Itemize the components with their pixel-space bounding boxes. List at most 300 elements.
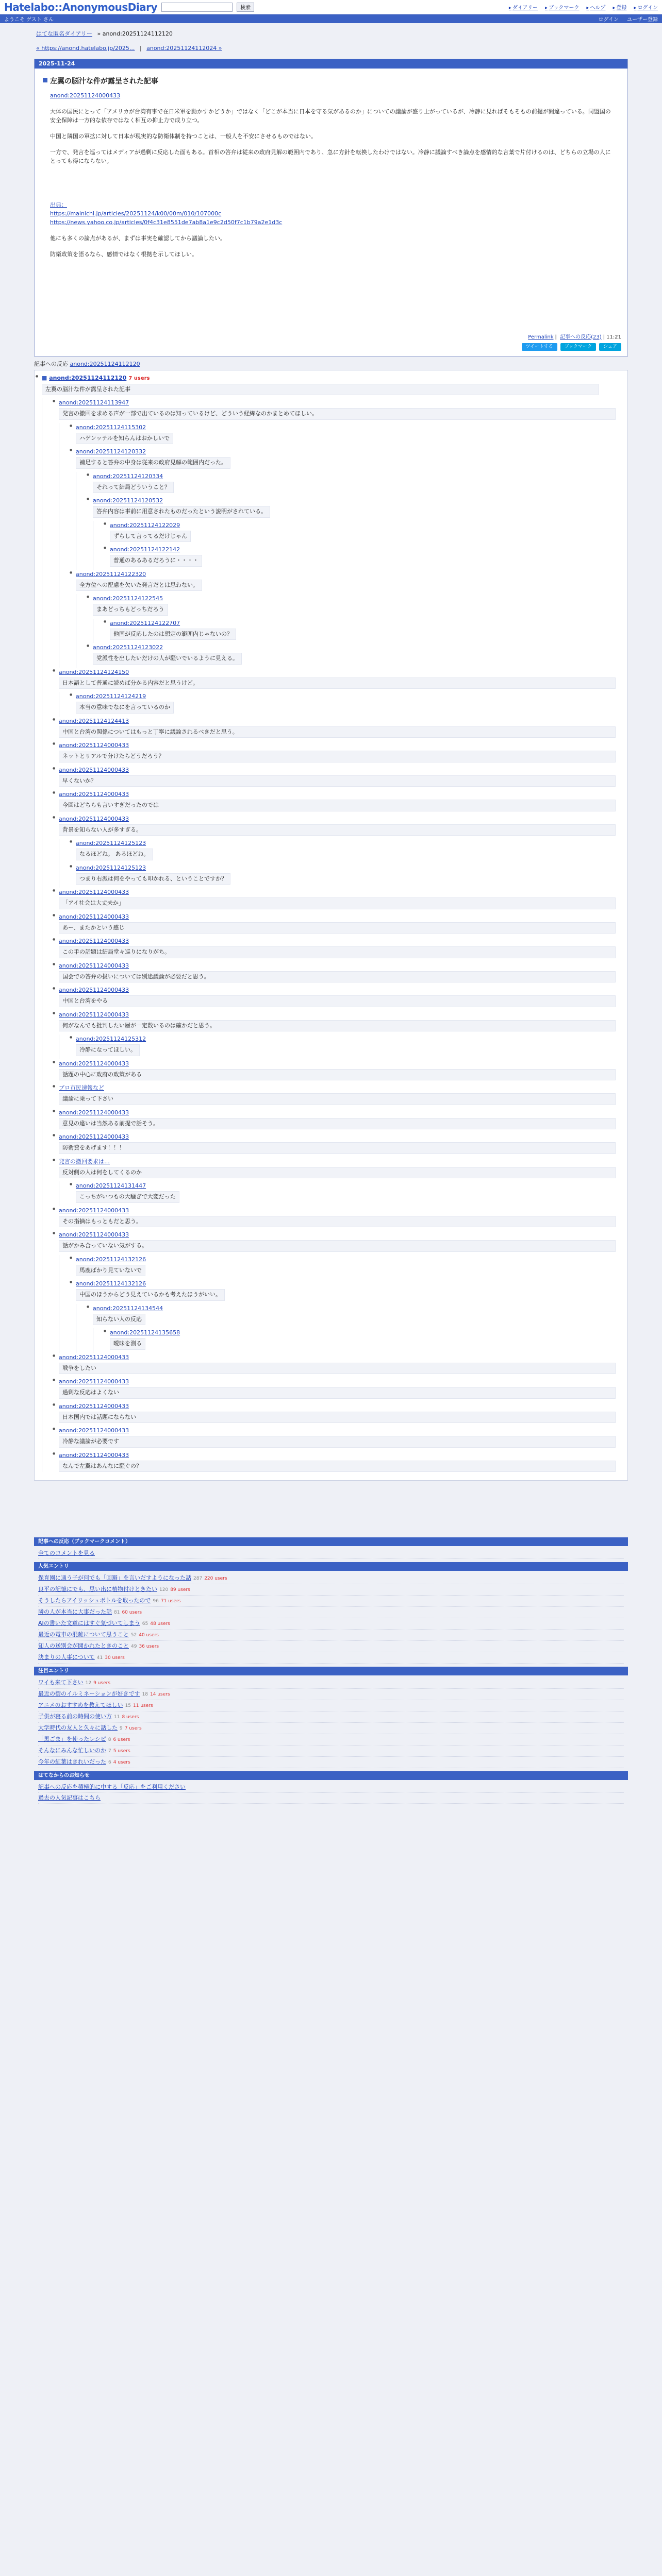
reaction-list <box>35 374 627 1472</box>
bookmark-button[interactable]: ブックマーク <box>560 343 596 351</box>
reaction-item <box>69 1255 627 1280</box>
reaction-item <box>52 1402 627 1423</box>
reaction-header <box>59 717 627 725</box>
reaction-link[interactable]: anond:20251124000433 <box>59 1231 129 1239</box>
header-link-diary[interactable]: ▸ ダイアリー <box>509 3 538 11</box>
reaction-link[interactable]: anond:20251124120532 <box>93 497 163 504</box>
reaction-text: 過剰な反応はよくない <box>59 1387 616 1399</box>
reaction-link[interactable]: anond:20251124000433 <box>59 742 129 749</box>
reaction-text: 補足すると答弁の中身は従来の政府見解の範囲内だった。 <box>76 457 230 469</box>
reaction-text: 他国が反応したのは想定の範囲内じゃないの？ <box>110 629 236 640</box>
reaction-text: 何がなんでも批判したい層が一定数いるのは確かだと思う。 <box>59 1020 616 1032</box>
entry-link[interactable]: 保育園に通う子が何でも「回避」を言いだすようになった話 <box>38 1574 191 1582</box>
reaction-header <box>76 1181 627 1190</box>
reply-list <box>59 1035 627 1059</box>
reaction-link[interactable]: anond:20251124000433 <box>59 766 129 773</box>
reaction-header <box>59 1083 627 1092</box>
list-item[interactable] <box>38 1548 624 1559</box>
reaction-header <box>110 521 627 530</box>
reaction-link[interactable]: anond:20251124135658 <box>110 1329 180 1336</box>
source-label: 出典： <box>50 201 67 209</box>
entry-title[interactable]: 左翼の脳汁な件が露呈された記事 <box>43 76 619 86</box>
reaction-link[interactable]: anond:20251124124150 <box>59 668 129 675</box>
reaction-item <box>52 961 627 983</box>
reaction-text: 戦争をしたい <box>59 1363 616 1375</box>
reaction-item <box>69 1279 627 1353</box>
comment-count: 12 <box>85 1681 92 1686</box>
reaction-text: それって結局どういうこと？ <box>93 482 174 494</box>
reaction-link[interactable]: 発言の撤回要求は… <box>59 1158 110 1165</box>
list-item[interactable] <box>38 1677 624 1689</box>
reaction-link[interactable]: anond:20251124112120 <box>49 374 127 381</box>
users-badge[interactable]: 89 users <box>170 1587 190 1593</box>
reaction-header <box>110 619 627 628</box>
reaction-text: 答弁内容は事前に用意されたものだったという説明がされている。 <box>93 506 270 518</box>
reaction-item <box>69 1035 627 1059</box>
reaction-link[interactable]: anond:20251124122029 <box>110 521 180 529</box>
pager-separator: | <box>139 45 142 52</box>
reaction-link[interactable]: anond:20251124000433 <box>59 1060 129 1067</box>
list-item[interactable] <box>38 1607 624 1618</box>
reaction-tree <box>34 370 628 1481</box>
entry-date: 2025-11-24 <box>35 59 627 69</box>
reaction-header <box>59 1010 627 1019</box>
pager-prev[interactable]: « https://anond.hatelabo.jp/2025... <box>36 45 135 52</box>
reaction-item <box>86 496 627 570</box>
users-badge[interactable]: 11 users <box>133 1703 153 1709</box>
header-link-help[interactable]: ▸ ヘルプ <box>586 3 605 11</box>
reaction-link[interactable]: anond:20251124000433 <box>59 962 129 969</box>
entry-link[interactable]: 隣の人が本当に大事だった話 <box>38 1608 112 1616</box>
reaction-link[interactable]: anond:20251124000433 <box>59 1109 129 1116</box>
entry-link[interactable]: 大学時代の友人と久々に話した <box>38 1724 118 1732</box>
reaction-header <box>76 570 627 579</box>
reaction-header <box>76 863 627 872</box>
popular-section <box>34 1562 628 1667</box>
reaction-header <box>59 986 627 994</box>
reaction-text: あー、またかという感じ <box>59 922 616 934</box>
reaction-link[interactable]: anond:20251124124219 <box>76 693 146 700</box>
reaction-text: 「アイ社会は大丈夫か」 <box>59 897 616 909</box>
reaction-link[interactable]: anond:20251124120332 <box>76 448 146 455</box>
entry-time: 11:21 <box>606 334 621 340</box>
reaction-text: 普通のあるあるだろうに・・・・ <box>110 555 202 567</box>
reactions-link[interactable]: 記事への反応(23) <box>560 334 602 340</box>
reaction-text: なんで左翼はあんなに騒ぐの？ <box>59 1461 616 1472</box>
hot-section-title: 注目エントリ <box>34 1667 628 1675</box>
reaction-header <box>76 1279 627 1288</box>
comment-count: 7 <box>108 1749 111 1754</box>
reaction-link[interactable]: anond:20251124000433 <box>59 987 129 994</box>
reaction-link[interactable]: anond:20251124000433 <box>59 791 129 798</box>
reaction-link[interactable]: anond:20251124113947 <box>59 399 129 406</box>
about-list <box>34 1780 628 1807</box>
reply-list <box>76 472 627 570</box>
tree-header-label: 記事への反応 <box>34 360 68 367</box>
popular-section-title: 人気エントリ <box>34 1562 628 1571</box>
reaction-link[interactable]: anond:20251124123022 <box>93 644 163 651</box>
source-link-1[interactable]: https://mainichi.jp/articles/20251124/k00/00m/010/107000c <box>50 210 222 217</box>
reaction-item <box>69 1181 627 1206</box>
users-badge[interactable]: 30 users <box>105 1655 125 1661</box>
reaction-link[interactable]: anond:20251124122545 <box>93 595 163 602</box>
entry-link[interactable]: そんなにみんな忙しいのか <box>38 1747 106 1754</box>
reaction-link[interactable]: anond:20251124000433 <box>59 1133 129 1141</box>
signup-link[interactable]: ユーザー登録 <box>627 17 658 23</box>
reaction-header <box>59 398 627 407</box>
reaction-item <box>52 1108 627 1130</box>
reaction-link[interactable]: anond:20251124000433 <box>59 1011 129 1018</box>
breadcrumb-home[interactable]: はてな匿名ダイアリー <box>36 30 93 37</box>
reaction-link[interactable]: anond:20251124000433 <box>59 1451 129 1459</box>
reaction-item <box>52 1377 627 1399</box>
reply-list <box>93 521 627 570</box>
reaction-text: 今回はどちらも言いすぎだったのでは <box>59 800 616 811</box>
reaction-text: ネットとリアルで分けたらどうだろう？ <box>59 751 616 762</box>
reaction-item <box>52 1083 627 1105</box>
reaction-item <box>52 1010 627 1059</box>
comment-count: 65 <box>142 1621 148 1627</box>
reaction-header <box>76 1255 627 1264</box>
reaction-item <box>52 912 627 934</box>
reaction-header <box>93 472 627 481</box>
entry-body <box>35 86 627 332</box>
reaction-link[interactable]: anond:20251124000433 <box>59 1427 129 1434</box>
reaction-header <box>93 643 627 652</box>
reaction-text: 曖昧を測る <box>110 1338 145 1350</box>
entry-link[interactable]: 決まりの人事について <box>38 1654 95 1661</box>
reaction-item <box>69 423 627 448</box>
comment-count: 81 <box>114 1610 120 1616</box>
reaction-item <box>52 1426 627 1448</box>
about-section-title: はてなからのお知らせ <box>34 1771 628 1780</box>
reaction-text: 背景を知らない人が多すぎる。 <box>59 824 616 836</box>
list-item[interactable] <box>38 1641 624 1652</box>
entry-link[interactable]: 知人の送別会が開かれたときのこと <box>38 1642 129 1650</box>
users-badge[interactable]: 9 users <box>93 1681 111 1686</box>
all-comments-link[interactable]: 全てのコメントを見る <box>38 1550 95 1557</box>
reaction-text: 中国と台湾の関係についてはもっと丁寧に議論されるべきだと思う。 <box>59 726 616 738</box>
bookmark-list <box>34 1546 628 1562</box>
reaction-link[interactable]: anond:20251124000433 <box>59 1207 129 1214</box>
header-link-login[interactable]: ▸ ログイン <box>634 3 658 11</box>
reaction-link[interactable]: anond:20251124125312 <box>76 1036 146 1043</box>
reaction-header <box>59 1230 627 1239</box>
entry-link[interactable]: アニメのおすすめを教えてほしい <box>38 1702 123 1709</box>
reaction-item <box>52 717 627 738</box>
reaction-header <box>59 766 627 774</box>
share-button[interactable]: シェア <box>599 343 621 351</box>
reaction-header <box>59 790 627 799</box>
reply-list <box>59 692 627 717</box>
reply-list <box>93 619 627 643</box>
reaction-header <box>76 692 627 701</box>
reaction-item <box>52 937 627 958</box>
entry-footer: Permalink | 記事への反応(23) | 11:21 <box>528 334 621 340</box>
popular-list <box>34 1571 628 1667</box>
users-badge[interactable]: 5 users <box>113 1749 130 1754</box>
reaction-header <box>59 1377 627 1386</box>
reaction-header <box>93 594 627 603</box>
reaction-text: 話がかみ合っていない気がする。 <box>59 1240 616 1252</box>
entry-link[interactable]: 最近の電車の混雑について思うこと <box>38 1631 129 1638</box>
reaction-text: つまり右派は何をやっても叩かれる、ということですか？ <box>76 873 230 885</box>
list-item[interactable] <box>38 1618 624 1630</box>
users-badge[interactable]: 14 users <box>150 1692 170 1698</box>
list-item[interactable] <box>38 1689 624 1700</box>
search-button[interactable]: 検索 <box>237 3 254 12</box>
reaction-text: ずらして言ってるだけじゃん <box>110 531 191 543</box>
reaction-item <box>103 1328 627 1353</box>
reaction-item <box>86 594 627 643</box>
reaction-link[interactable]: anond:20251124000433 <box>59 815 129 822</box>
reaction-text: こっちがいつもの大騒ぎで大変だった <box>76 1191 179 1203</box>
reaction-text: 日本国内では話題にならない <box>59 1412 616 1423</box>
reaction-item <box>103 521 627 546</box>
entry-link[interactable]: 「黒ごま」を使ったレシピ <box>38 1736 106 1743</box>
permalink[interactable]: Permalink <box>528 334 554 340</box>
reaction-text: 日本語として普通に読めば分かる内容だと思うけど。 <box>59 677 616 689</box>
site-logo[interactable]: Hatelabo::AnonymousDiary <box>4 1 158 13</box>
comment-count: 120 <box>159 1587 169 1593</box>
search-input[interactable] <box>161 3 233 12</box>
entry-ref-link[interactable]: anond:20251124000433 <box>50 92 121 99</box>
reaction-link[interactable]: anond:20251124000433 <box>59 1353 129 1361</box>
reaction-item <box>52 888 627 909</box>
reaction-text: 冷静になってほしい。 <box>76 1044 140 1056</box>
entry-link[interactable]: 良平の記憶にでも、思い出に植物付けときたい <box>38 1586 157 1593</box>
entry-link[interactable]: 過去の人気記事はこちら <box>38 1794 101 1802</box>
breadcrumb-current: » anond:20251124112120 <box>97 30 173 37</box>
reaction-text: 反対側の人は何をしてくるのか <box>59 1167 616 1179</box>
reaction-header <box>59 1402 627 1411</box>
reaction-header <box>110 545 627 554</box>
bookmark-section <box>34 1537 628 1562</box>
reaction-header <box>59 937 627 945</box>
users-badge[interactable]: 71 users <box>160 1599 181 1604</box>
about-section <box>34 1771 628 1807</box>
reaction-text: 国会での答弁の扱いについては別途議論が必要だと思う。 <box>59 971 616 983</box>
reaction-header <box>59 961 627 970</box>
reaction-item <box>52 741 627 762</box>
reaction-link[interactable]: anond:20251124115302 <box>76 423 146 431</box>
reaction-text: この手の話題は結局堂々巡りになりがち。 <box>59 946 616 958</box>
users-badge[interactable]: 7 users <box>124 1726 142 1732</box>
reaction-text: 議論に乗って下さい <box>59 1093 616 1105</box>
reaction-item <box>86 472 627 497</box>
reaction-text: 左翼の脳汁な件が露呈された記事 <box>42 384 599 396</box>
reaction-link[interactable]: anond:20251124122707 <box>110 619 180 626</box>
reaction-text: 中国のほうからどう見えているかも考えたほうがいい。 <box>76 1289 225 1301</box>
reaction-link[interactable]: anond:20251124000433 <box>59 938 129 945</box>
reaction-item <box>69 570 627 668</box>
header-links <box>509 3 658 11</box>
header <box>0 0 662 14</box>
list-item[interactable] <box>38 1711 624 1723</box>
reaction-link[interactable]: anond:20251124132126 <box>76 1280 146 1287</box>
list-item[interactable] <box>38 1630 624 1641</box>
breadcrumb <box>0 23 662 38</box>
list-item[interactable] <box>38 1723 624 1734</box>
reaction-link[interactable]: anond:20251124125123 <box>76 840 146 847</box>
reaction-item <box>52 1230 627 1353</box>
reply-list <box>59 423 627 668</box>
welcome-text: ようこそ ゲスト さん <box>4 17 54 23</box>
comment-count: 287 <box>193 1576 203 1582</box>
entry-link[interactable]: 記事への反応を積極的に中する「反応」をご利用ください <box>38 1784 186 1791</box>
reply-list <box>59 1255 627 1353</box>
reaction-header <box>59 1157 627 1166</box>
entry-paragraph: 中国と隣国の軍拡に対して日本が現実的な防衛体制を持つことは、一般人を不安にさせるものではない。 <box>50 133 317 140</box>
user-bar <box>0 14 662 23</box>
reaction-text: 話題の中心に政府の政策がある <box>59 1069 616 1081</box>
reaction-link[interactable]: anond:20251124000433 <box>59 1402 129 1410</box>
reaction-header <box>59 1108 627 1117</box>
users-badge[interactable]: 8 users <box>122 1715 139 1720</box>
users-badge[interactable]: 40 users <box>139 1633 159 1638</box>
reaction-item <box>52 1206 627 1228</box>
reaction-text: その指摘はもっともだと思う。 <box>59 1216 616 1228</box>
reaction-header <box>59 1132 627 1141</box>
reply-list <box>59 1181 627 1206</box>
reaction-link[interactable]: anond:20251124125123 <box>76 864 146 871</box>
source-link-2[interactable]: https://news.yahoo.co.jp/articles/0f4c31e8551de7ab8a1e9c2d50f7c1b79a2e1d3c <box>50 219 283 226</box>
login-link[interactable]: ログイン <box>598 17 619 23</box>
reaction-link[interactable]: anond:20251124132126 <box>76 1256 146 1263</box>
reaction-text: 早くないか？ <box>59 775 616 787</box>
reaction-link[interactable]: anond:20251124122142 <box>110 546 180 553</box>
reaction-item <box>103 619 627 643</box>
reaction-item <box>52 1059 627 1081</box>
reaction-item <box>52 1132 627 1154</box>
users-badge[interactable]: 60 users <box>122 1610 142 1616</box>
comment-count: 8 <box>108 1737 111 1743</box>
reaction-link[interactable]: anond:20251124000433 <box>59 1378 129 1385</box>
bookmark-section-title: 記事への反応（ブックマークコメント） <box>34 1537 628 1546</box>
reaction-item <box>52 1157 627 1206</box>
reaction-link[interactable]: anond:20251124134544 <box>93 1304 163 1312</box>
reaction-header <box>76 1035 627 1043</box>
comment-count: 6 <box>108 1760 111 1766</box>
reaction-header <box>93 496 627 505</box>
list-item[interactable] <box>38 1596 624 1607</box>
users-badge[interactable]: 48 users <box>150 1621 170 1627</box>
reply-list <box>59 839 627 888</box>
reaction-header <box>59 1059 627 1068</box>
pager <box>0 38 662 52</box>
reaction-text: 防衛費をあげます！！！ <box>59 1142 616 1154</box>
entry-link[interactable]: 今年の紅葉はきれいだった <box>38 1758 106 1766</box>
entry-paragraph: 防衛政策を語るなら、感情ではなく根拠を示してほしい。 <box>50 251 197 258</box>
entry-link[interactable]: AIの書いた文章にはすぐ気づいてしまう <box>38 1620 140 1627</box>
reaction-item <box>52 766 627 787</box>
reaction-text: 発言の撤回を求める声が一部で出ているのは知っているけど、どういう経緯なのかまとめてほしい。 <box>59 408 616 420</box>
list-item[interactable] <box>38 1652 624 1664</box>
reaction-item <box>52 815 627 888</box>
reaction-link[interactable]: anond:20251124124413 <box>59 717 129 724</box>
header-link-register[interactable]: ▸ 登録 <box>613 3 626 11</box>
reaction-text: 馬鹿ばかり見ていないで <box>76 1265 145 1277</box>
reply-list <box>42 398 627 1472</box>
reaction-link[interactable]: anond:20251124000433 <box>59 913 129 920</box>
reaction-text: 中国と台湾をやる <box>59 995 616 1007</box>
list-item[interactable] <box>38 1734 624 1745</box>
hot-section <box>34 1667 628 1771</box>
tree-header <box>0 357 662 368</box>
reaction-text: ハゲンッテルを知らんはおかしいで <box>76 433 173 445</box>
reaction-link[interactable]: anond:20251124000433 <box>59 889 129 896</box>
reaction-text: 冷静な議論が必要です <box>59 1436 616 1448</box>
entry-link[interactable]: 子供が寝る前の時間の使い方 <box>38 1713 112 1720</box>
entry-link[interactable]: ワイも来て下さい <box>38 1679 84 1686</box>
reaction-header <box>110 1328 627 1337</box>
list-item[interactable] <box>38 1573 624 1584</box>
list-item[interactable] <box>38 1584 624 1596</box>
reaction-item <box>86 1304 627 1353</box>
entry-link[interactable]: 最近の街のイルミネーションが好きです <box>38 1690 140 1698</box>
reply-list <box>76 594 627 668</box>
reaction-header <box>59 888 627 896</box>
list-item[interactable] <box>38 1745 624 1757</box>
reaction-item <box>52 790 627 811</box>
reaction-item <box>52 1451 627 1472</box>
reaction-header <box>76 839 627 848</box>
reaction-link[interactable]: anond:20251124122320 <box>76 570 146 578</box>
tree-header-value[interactable]: anond:20251124112120 <box>70 360 140 367</box>
share-row <box>35 343 627 356</box>
users-badge[interactable]: 36 users <box>139 1644 159 1650</box>
header-link-bookmark[interactable]: ▸ ブックマーク <box>545 3 579 11</box>
reply-list <box>93 1328 627 1353</box>
reaction-text: なるほどね。 あるほどね。 <box>76 849 153 860</box>
tweet-button[interactable]: ツイートする <box>522 343 557 351</box>
list-item[interactable] <box>38 1782 624 1793</box>
reaction-text: 全方位への配慮を欠いた発言だとは思わない。 <box>76 580 202 591</box>
comment-count: 15 <box>125 1703 131 1709</box>
users-badge[interactable]: 220 users <box>204 1576 227 1582</box>
reaction-header <box>76 423 627 432</box>
user-count-badge[interactable]: 7 users <box>128 375 150 381</box>
users-badge[interactable]: 4 users <box>113 1760 130 1766</box>
list-item[interactable] <box>38 1700 624 1711</box>
reaction-text: まあどっちもどっちだろう <box>93 604 168 616</box>
reaction-header <box>76 447 627 456</box>
reaction-header <box>59 815 627 823</box>
reaction-text: 本当の意味でなにを言っているのか <box>76 702 174 714</box>
reaction-header <box>59 912 627 921</box>
reaction-link[interactable]: anond:20251124120334 <box>93 472 163 480</box>
pager-next[interactable]: anond:20251124112024 » <box>146 45 222 52</box>
comment-count: 9 <box>120 1726 123 1732</box>
reaction-item <box>69 839 627 863</box>
users-badge[interactable]: 6 users <box>113 1737 130 1743</box>
reaction-header <box>93 1304 627 1313</box>
list-item[interactable] <box>38 1757 624 1768</box>
comment-count: 49 <box>131 1644 137 1650</box>
entry-link[interactable]: そうしたらアイリッシュボトルを取ったので <box>38 1597 151 1604</box>
reaction-header <box>59 1206 627 1215</box>
reaction-header <box>42 374 627 383</box>
reaction-link[interactable]: プロ市民速報など <box>59 1084 104 1092</box>
reaction-item <box>52 986 627 1007</box>
list-item[interactable] <box>38 1793 624 1804</box>
reaction-item <box>69 863 627 888</box>
reaction-header <box>59 1426 627 1435</box>
reaction-text: 党派性を出したいだけの人が騒いでいるように見える。 <box>93 653 242 665</box>
comment-count: 18 <box>142 1692 148 1698</box>
reaction-link[interactable]: anond:20251124131447 <box>76 1182 146 1190</box>
entry-paragraph: 大体の国民にとって「アメリカが台湾有事で在日米軍を動かすかどうか」ではなく「どこが本当に日本を守る気があるのか」についての議論が盛り上がっているが、冷静に見ればそもそもの前提が間違っている。同盟国の安全保障は一方的な依存ではなく相互の抑止力で成り立つ。 <box>50 108 611 124</box>
